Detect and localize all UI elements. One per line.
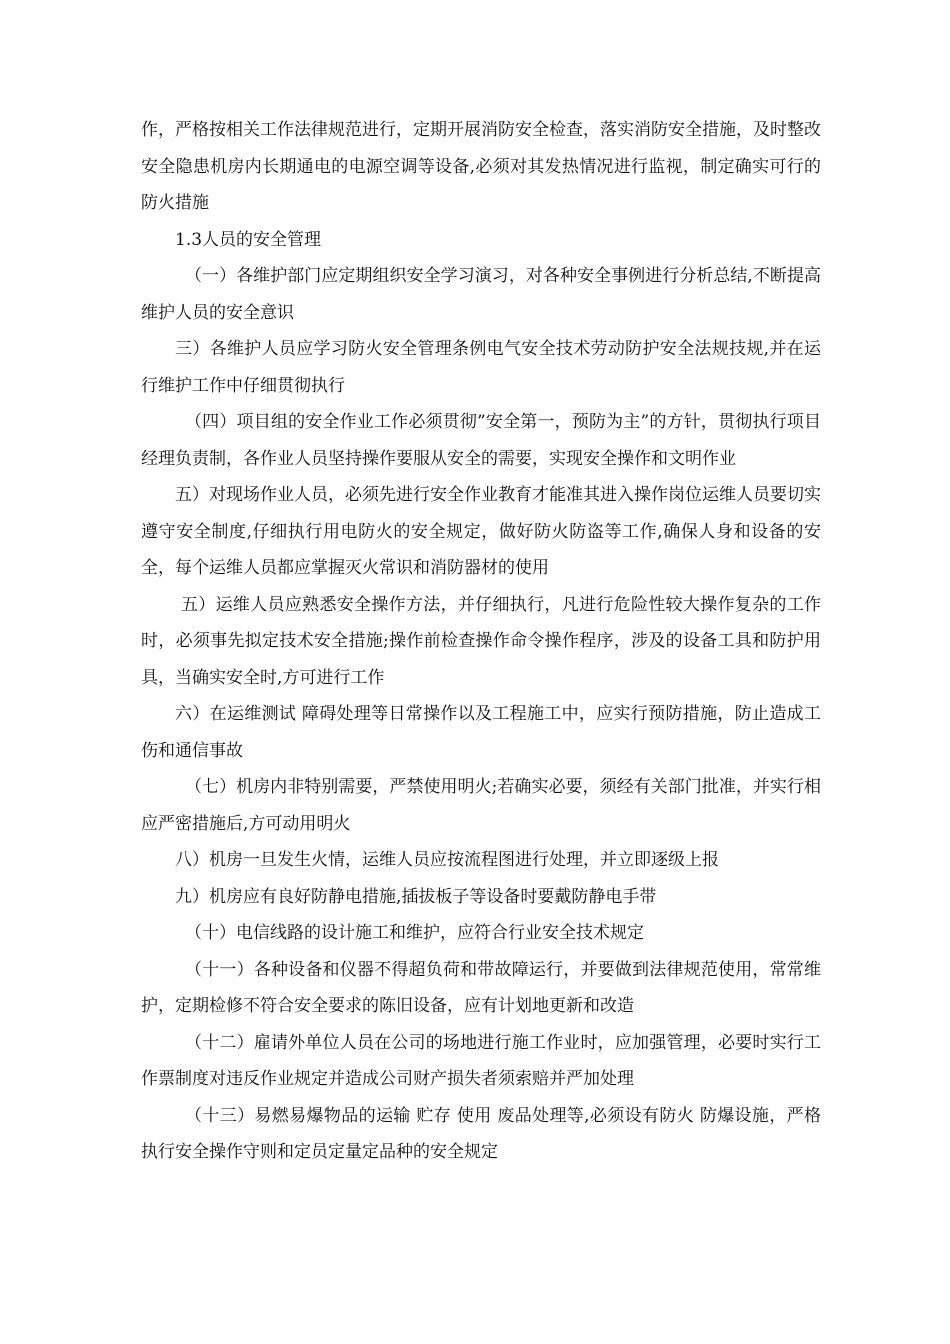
paragraph-item-5a: 五）对现场作业人员，必须先进行安全作业教育才能准其进入操作岗位运维人员要切实遵守安全制度,仔细执行用电防火的安全规定，做好防火防盗等工作,确保人身和设备的安全，每个运维人员都应掌握灭火常识和消防器材的使用: [141, 485, 821, 578]
paragraph-item-8: 八）机房一旦发生火情，运维人员应按流程图进行处理，并立即逐级上报: [175, 850, 719, 870]
paragraph-item-9: 九）机房应有良好防静电措施,插拔板子等设备时要戴防静电手带: [175, 886, 657, 907]
section-heading-personnel-safety: 1.3人员的安全管理: [175, 229, 322, 250]
paragraph-item-10: （十）电信线路的设计施工和维护，应符合行业安全技术规定: [185, 923, 644, 943]
paragraph-item-3: 三）各维护人员应学习防火安全管理条例电气安全技术劳动防护安全法规技规,并在运行维护工作中仔细贯彻执行: [141, 339, 821, 396]
paragraph-item-1: （一）各维护部门应定期组织安全学习演习，对各种安全事例进行分析总结,不断提高维护人员的安全意识: [141, 266, 821, 323]
paragraph-fire-safety-continued: 作，严格按相关工作法律规范进行，定期开展消防安全检查，落实消防安全措施，及时整改安全隐患机房内长期通电的电源空调等设备,必须对其发热情况进行监视，制定确实可行的防火措施: [141, 120, 821, 213]
paragraph-item-6: 六）在运维测试 障碍处理等日常操作以及工程施工中，应实行预防措施，防止造成工伤和通信事故: [141, 704, 821, 761]
paragraph-item-5b: 五）运维人员应熟悉安全操作方法，并仔细执行，凡进行危险性较大操作复杂的工作时，必须事先拟定技术安全措施;操作前检查操作命令操作程序，涉及的设备工具和防护用具，当确实安全时,方可进行工作: [141, 594, 821, 688]
paragraph-item-4: （四）项目组的安全作业工作必须贯彻”安全第一，预防为主”的方针，贯彻执行项目经理负责制，各作业人员坚持操作要服从安全的需要，实现安全操作和文明作业: [141, 412, 821, 469]
paragraph-item-12: （十二）雇请外单位人员在公司的场地进行施工作业时，应加强管理，必要时实行工作票制度对违反作业规定并造成公司财产损失者须索赔并严加处理: [141, 1032, 821, 1089]
paragraph-item-13: （十三）易燃易爆物品的运输 贮存 使用 废品处理等,必须设有防火 防爆设施，严格执行安全操作守则和定员定量定品种的安全规定: [141, 1105, 821, 1162]
paragraph-item-11: （十一）各种设备和仪器不得超负荷和带故障运行，并要做到法律规范使用，常常维护，定期检修不符合安全要求的陈旧设备，应有计划地更新和改造: [141, 959, 821, 1016]
paragraph-item-7: （七）机房内非特别需要，严禁使用明火;若确实必要，须经有关部门批准，并实行相应严密措施后,方可动用明火: [141, 777, 821, 834]
document-body: [141, 112, 821, 1171]
